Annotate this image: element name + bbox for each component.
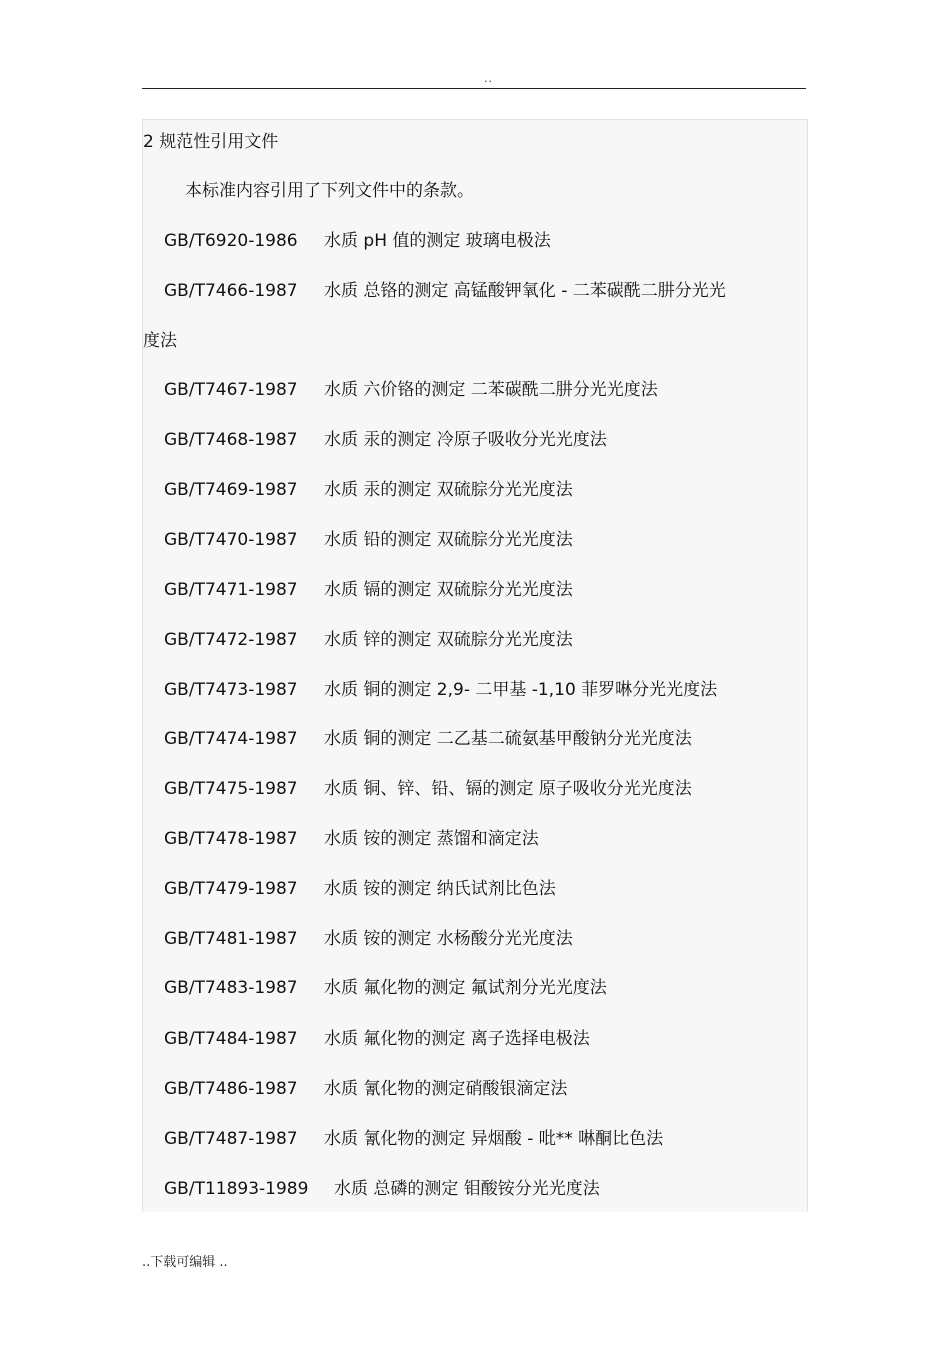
reference-title: 水质 铵的测定 水杨酸分光光度法 [324,929,573,949]
reference-code: GB/T7470-1987 [164,530,298,550]
reference-title: 水质 铜的测定 2,9- 二甲基 -1,10 菲罗啉分光光度法 [324,680,718,700]
reference-item [164,977,607,999]
reference-title: 水质 pH 值的测定 玻璃电极法 [324,231,551,251]
reference-title: 水质 镉的测定 双硫腙分光光度法 [324,580,573,600]
reference-code: GB/T7473-1987 [164,680,298,700]
reference-code: GB/T7484-1987 [164,1029,298,1049]
header-mark: .. [484,72,493,85]
reference-title: 水质 氟化物的测定 离子选择电极法 [324,1029,590,1049]
reference-code: GB/T11893-1989 [164,1179,309,1199]
reference-item [164,828,539,850]
reference-title: 水质 总磷的测定 钼酸铵分光光度法 [334,1179,600,1199]
reference-item [164,579,573,601]
reference-title: 水质 汞的测定 冷原子吸收分光光度法 [324,430,607,450]
section-title: 2 规范性引用文件 [143,132,279,152]
reference-title: 水质 汞的测定 双硫腙分光光度法 [324,480,573,500]
reference-item [164,1028,590,1050]
reference-item [164,479,573,501]
reference-item [164,778,692,800]
reference-item [164,679,717,701]
reference-code: GB/T7467-1987 [164,380,298,400]
reference-code: GB/T7475-1987 [164,779,298,799]
reference-code: GB/T6920-1986 [164,231,298,251]
reference-title: 水质 氰化物的测定 异烟酸 - 吡** 啉酮比色法 [324,1129,664,1149]
reference-item [164,280,726,302]
reference-item [164,379,658,401]
reference-title: 水质 氰化物的测定硝酸银滴定法 [324,1079,568,1099]
reference-item [164,230,551,252]
reference-title: 水质 铵的测定 蒸馏和滴定法 [324,829,539,849]
section-intro: 本标准内容引用了下列文件中的条款。 [185,181,474,201]
reference-code: GB/T7483-1987 [164,978,298,998]
reference-code: GB/T7487-1987 [164,1129,298,1149]
reference-title: 水质 总铬的测定 高锰酸钾氧化 - 二苯碳酰二肼分光光 [324,281,726,301]
reference-title: 水质 锌的测定 双硫腙分光光度法 [324,630,573,650]
reference-title: 水质 铜的测定 二乙基二硫氨基甲酸钠分光光度法 [324,729,692,749]
reference-code: GB/T7472-1987 [164,630,298,650]
page-footer: ..下载可编辑 .. [142,1255,228,1270]
reference-code: GB/T7474-1987 [164,729,298,749]
reference-item [164,529,573,551]
reference-item [164,1078,567,1100]
reference-item [164,629,573,651]
reference-title: 水质 六价铬的测定 二苯碳酰二肼分光光度法 [324,380,658,400]
document-panel [142,119,808,1212]
reference-title: 水质 铵的测定 纳氏试剂比色法 [324,879,556,899]
reference-code: GB/T7468-1987 [164,430,298,450]
reference-item [164,878,556,900]
reference-title: 水质 铅的测定 双硫腙分光光度法 [324,530,573,550]
reference-code: GB/T7466-1987 [164,281,298,301]
reference-item [164,429,607,451]
reference-item [164,1128,663,1150]
reference-title: 水质 氟化物的测定 氟试剂分光光度法 [324,978,607,998]
reference-code: GB/T7481-1987 [164,929,298,949]
reference-item [164,1178,600,1200]
reference-item [164,728,692,750]
reference-code: GB/T7478-1987 [164,829,298,849]
reference-code: GB/T7486-1987 [164,1079,298,1099]
reference-code: GB/T7479-1987 [164,879,298,899]
reference-code: GB/T7469-1987 [164,480,298,500]
reference-title: 水质 铜、锌、铅、镉的测定 原子吸收分光光度法 [324,779,692,799]
reference-item [164,928,573,950]
reference-title-continuation: 度法 [143,331,177,351]
header-rule [142,88,806,89]
reference-code: GB/T7471-1987 [164,580,298,600]
